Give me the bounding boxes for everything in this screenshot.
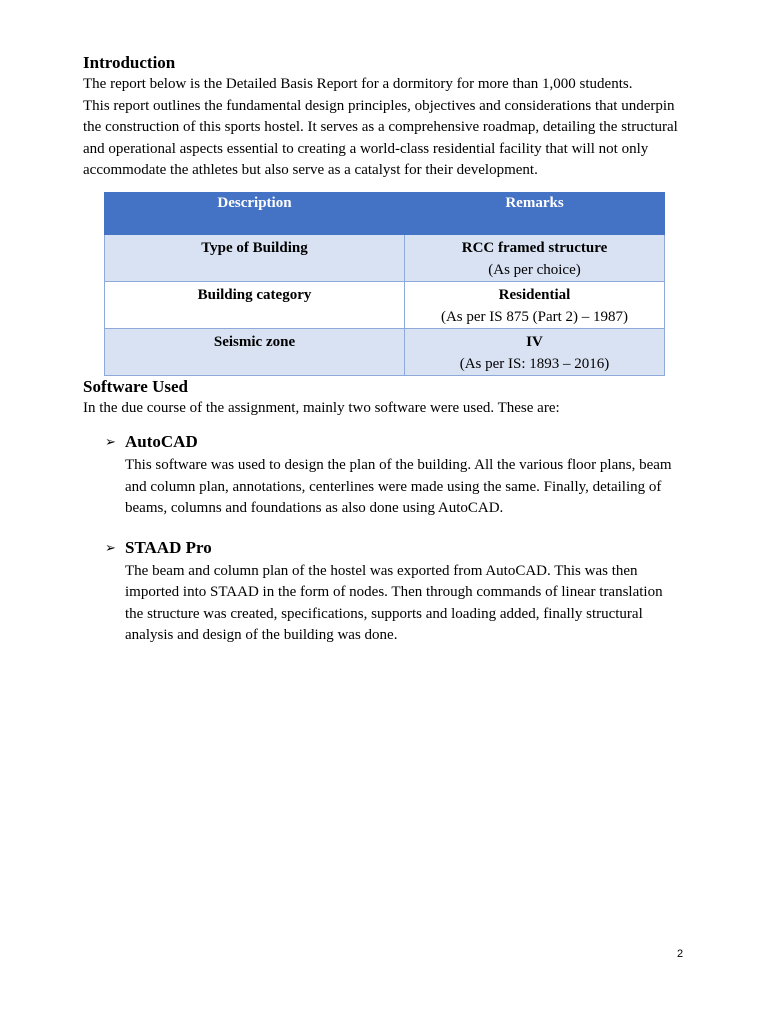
- table-row: [105, 234, 665, 281]
- introduction-paragraph-1: The report below is the Detailed Basis Report for a dormitory for more than 1,000 students.: [83, 76, 633, 92]
- introduction-paragraph-2: This report outlines the fundamental design principles, objectives and considerations that underpin the construction of this sports hostel. It serves as a comprehensive roadmap, detailing the structural and operational aspects essential to creating a world-class residential facility that will not only accommodate the athletes but also serve as a catalyst for their development.: [83, 97, 678, 178]
- design-basis-table: [104, 192, 665, 376]
- table-header-remarks: Remarks: [405, 192, 665, 234]
- table-cell-remarks: [405, 328, 665, 375]
- table-cell-description: [105, 234, 405, 281]
- table-cell-description: [105, 328, 405, 375]
- table-row: [105, 328, 665, 375]
- row-remark-main: RCC framed structure: [461, 239, 608, 256]
- row-remark-note: (As per IS 875 (Part 2) – 1987): [440, 308, 629, 325]
- row-remark-note: (As per IS: 1893 – 2016): [459, 355, 610, 372]
- software-name: STAAD Pro: [125, 537, 212, 557]
- row-remark-main: IV: [526, 333, 543, 350]
- row-remark-main: Residential: [498, 286, 571, 303]
- table-cell-remarks: [405, 281, 665, 328]
- arrow-bullet-icon: ➢: [105, 434, 116, 449]
- row-description-text: Building category: [197, 286, 312, 303]
- software-name: AutoCAD: [125, 432, 198, 451]
- row-description-text: Seismic zone: [213, 333, 296, 350]
- document-page: [83, 52, 683, 647]
- software-item-staad-pro: [83, 537, 683, 647]
- software-description: The beam and column plan of the hostel was exported from AutoCAD. This was then imported into STAAD in the form of nodes. Then through commands of linear translation the structure was created, specifications, supports and loading added, finally structural analysis and design of the building was done.: [125, 562, 663, 643]
- row-remark-note: (As per choice): [488, 261, 581, 278]
- software-item-autocad: [83, 431, 683, 520]
- table-cell-description: [105, 281, 405, 328]
- table-header-description: Description: [105, 192, 405, 234]
- table-header-row: [105, 192, 665, 234]
- row-description-text: Type of Building: [201, 239, 308, 256]
- table-cell-remarks: [405, 234, 665, 281]
- introduction-heading: Introduction: [83, 53, 176, 72]
- table-row: [105, 281, 665, 328]
- arrow-bullet-icon: ➢: [105, 539, 116, 555]
- page-number: 2: [677, 948, 684, 960]
- software-description: This software was used to design the plan of the building. All the various floor plans, beam and column plan, annotations, centerlines were made using the same. Finally, detailing of beams, columns and foundations as also done using AutoCAD.: [125, 457, 672, 516]
- software-intro-paragraph: In the due course of the assignment, mainly two software were used. These are:: [83, 399, 560, 416]
- software-used-heading: Software Used: [83, 376, 188, 396]
